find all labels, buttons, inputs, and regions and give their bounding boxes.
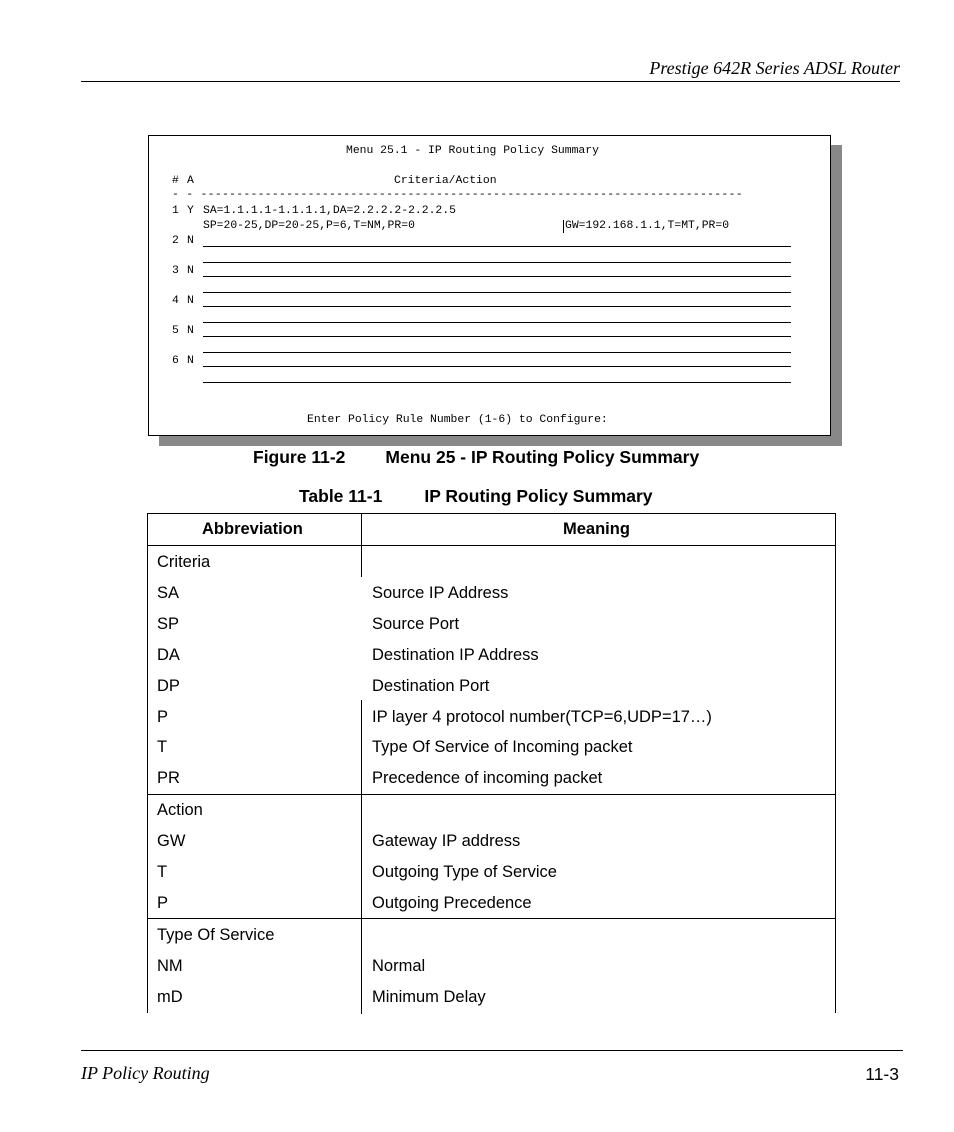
rule-number: 3 bbox=[172, 265, 179, 277]
action-separator bbox=[563, 220, 564, 233]
table-cell-abbr: T bbox=[157, 863, 168, 881]
rule-number: 1 bbox=[172, 205, 179, 217]
figure-title: Menu 25 - IP Routing Policy Summary bbox=[385, 447, 700, 467]
table-cell-abbr: SP bbox=[157, 615, 180, 633]
rule-number: 2 bbox=[172, 235, 179, 247]
table-cell-abbr: Type Of Service bbox=[157, 926, 275, 944]
rule-criteria-field[interactable] bbox=[203, 262, 791, 263]
column-header-number: # bbox=[172, 175, 179, 187]
table-cell-meaning: Gateway IP address bbox=[372, 832, 521, 850]
table-cell-meaning: Source Port bbox=[372, 615, 460, 633]
rule-number: 5 bbox=[172, 325, 179, 337]
configure-prompt: Enter Policy Rule Number (1-6) to Configure: bbox=[307, 414, 608, 426]
rule-active-flag: N bbox=[187, 355, 194, 367]
rule-criteria-field[interactable] bbox=[203, 306, 791, 307]
group-rule bbox=[148, 918, 835, 919]
table-cell-abbr: PR bbox=[157, 769, 180, 787]
table-label: Table 11-1 bbox=[299, 486, 383, 506]
table-cell-meaning: Destination IP Address bbox=[372, 646, 539, 664]
rule-criteria-field[interactable] bbox=[203, 366, 791, 367]
table-title: IP Routing Policy Summary bbox=[424, 486, 653, 506]
rule-active-flag: N bbox=[187, 235, 194, 247]
table-cell-meaning: Source IP Address bbox=[372, 584, 509, 602]
terminal-screen bbox=[148, 135, 831, 436]
header-divider bbox=[81, 81, 900, 82]
table-cell-meaning: IP layer 4 protocol number(TCP=6,UDP=17…) bbox=[372, 708, 712, 726]
abbreviation-table bbox=[147, 513, 836, 1013]
rule-criteria-field[interactable] bbox=[203, 276, 791, 277]
table-cell-abbr: NM bbox=[157, 957, 183, 975]
header-dash-separator: - - ---------------------------------------------------------------------------- bbox=[172, 189, 743, 201]
group-rule bbox=[148, 794, 835, 795]
column-header-criteria: Criteria/Action bbox=[394, 175, 497, 187]
figure-label: Figure 11-2 bbox=[253, 447, 346, 467]
rule-criteria-line-2[interactable]: SP=20-25,DP=20-25,P=6,T=NM,PR=0 bbox=[203, 220, 415, 232]
table-header-abbreviation: Abbreviation bbox=[202, 520, 303, 538]
figure-caption bbox=[253, 447, 699, 468]
table-cell-meaning: Minimum Delay bbox=[372, 988, 486, 1006]
table-cell-abbr: mD bbox=[157, 988, 183, 1006]
rule-number: 4 bbox=[172, 295, 179, 307]
table-cell-abbr: T bbox=[157, 738, 168, 756]
table-cell-meaning: Type Of Service of Incoming packet bbox=[372, 738, 633, 756]
footer-section-title: IP Policy Routing bbox=[81, 1063, 210, 1083]
table-cell-abbr: SA bbox=[157, 584, 180, 602]
footer-divider bbox=[81, 1050, 903, 1051]
page-header-title: Prestige 642R Series ADSL Router bbox=[649, 58, 900, 78]
rule-action[interactable]: GW=192.168.1.1,T=MT,PR=0 bbox=[565, 220, 730, 232]
rule-active-flag: Y bbox=[187, 205, 194, 217]
table-cell-abbr: Action bbox=[157, 801, 203, 819]
rule-criteria-field[interactable] bbox=[203, 292, 791, 293]
rule-active-flag: N bbox=[187, 265, 194, 277]
table-cell-abbr: Criteria bbox=[157, 553, 211, 571]
rule-criteria-field[interactable] bbox=[203, 352, 791, 353]
table-caption bbox=[299, 486, 653, 507]
menu-title: Menu 25.1 - IP Routing Policy Summary bbox=[346, 145, 599, 157]
table-cell-abbr: GW bbox=[157, 832, 186, 850]
table-cell-abbr: DA bbox=[157, 646, 180, 664]
header-rule bbox=[148, 545, 835, 546]
column-divider bbox=[361, 700, 362, 1014]
rule-criteria-field[interactable] bbox=[203, 336, 791, 337]
rule-number: 6 bbox=[172, 355, 179, 367]
table-cell-meaning: Outgoing Precedence bbox=[372, 894, 532, 912]
table-cell-abbr: P bbox=[157, 894, 169, 912]
rule-active-flag: N bbox=[187, 295, 194, 307]
rule-active-flag: N bbox=[187, 325, 194, 337]
table-cell-meaning: Outgoing Type of Service bbox=[372, 863, 557, 881]
table-cell-abbr: DP bbox=[157, 677, 180, 695]
rule-criteria-field[interactable] bbox=[203, 382, 791, 383]
column-header-active: A bbox=[187, 175, 194, 187]
table-header-meaning: Meaning bbox=[563, 520, 630, 538]
rule-criteria-field[interactable] bbox=[203, 246, 791, 247]
rule-criteria-line-1[interactable]: SA=1.1.1.1-1.1.1.1,DA=2.2.2.2-2.2.2.5 bbox=[203, 205, 456, 217]
rule-criteria-field[interactable] bbox=[203, 322, 791, 323]
table-cell-abbr: P bbox=[157, 708, 169, 726]
page-number: 11-3 bbox=[865, 1064, 899, 1084]
table-cell-meaning: Precedence of incoming packet bbox=[372, 769, 603, 787]
table-cell-meaning: Destination Port bbox=[372, 677, 490, 695]
table-cell-meaning: Normal bbox=[372, 957, 426, 975]
